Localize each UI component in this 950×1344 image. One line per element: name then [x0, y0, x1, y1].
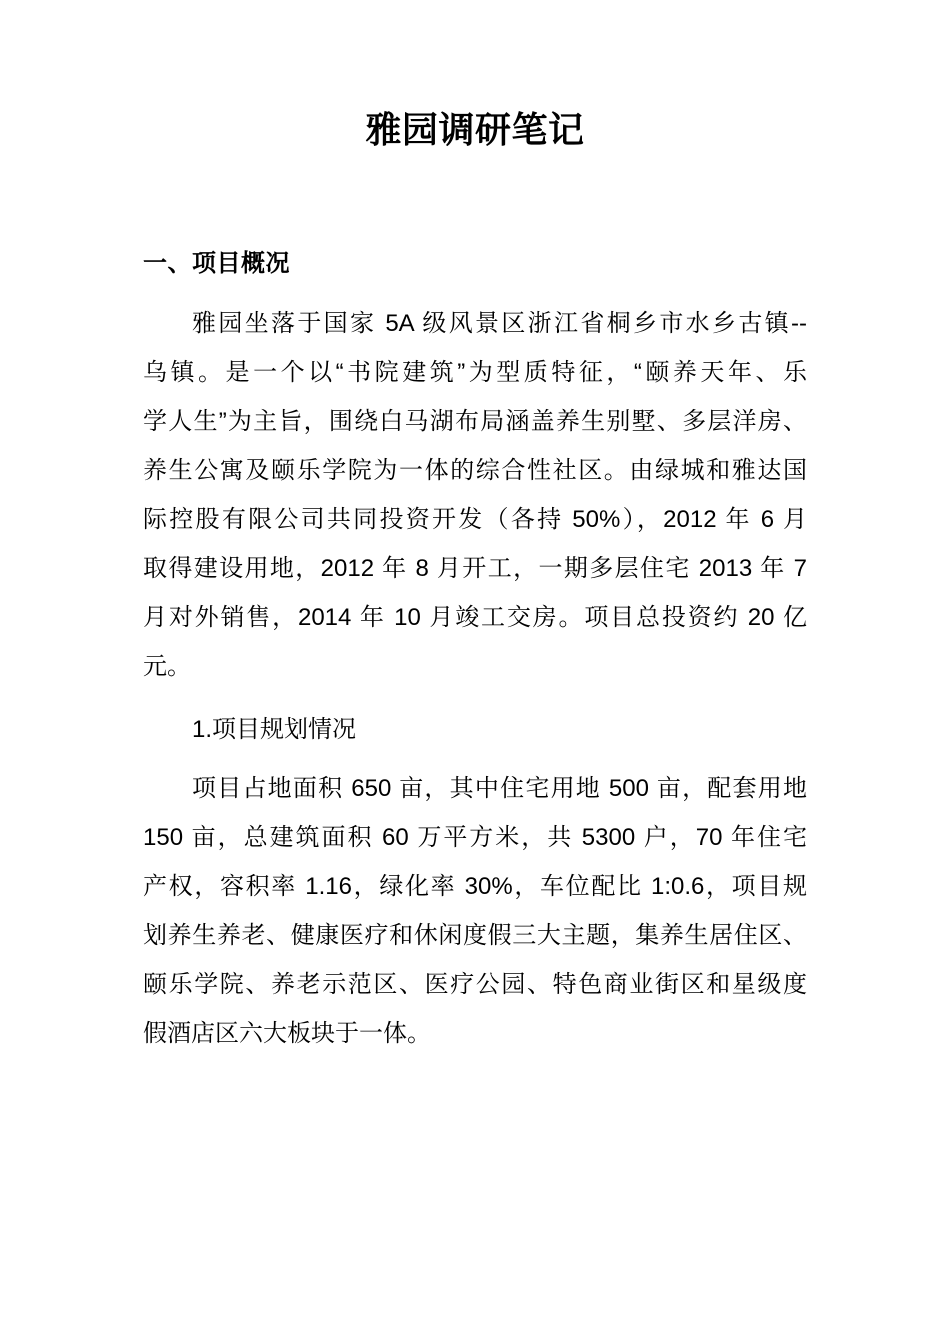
section-heading-project-overview: 一、项目概况 [143, 250, 290, 277]
text-line: 乌镇。是一个以“书院建筑”为型质特征，“颐养天年、乐 [143, 359, 807, 386]
text-line: 学人生”为主旨，围绕白马湖布局涵盖养生别墅、多层洋房、 [143, 408, 807, 435]
text-line: 150 亩，总建筑面积 60 万平方米，共 5300 户，70 年住宅 [143, 824, 807, 851]
text-line: 月对外销售，2014 年 10 月竣工交房。项目总投资约 20 亿 [143, 604, 807, 631]
text-line: 假酒店区六大板块于一体。 [143, 1020, 431, 1047]
doc-title: 雅园调研笔记 [365, 109, 585, 150]
paragraph-project-overview [143, 299, 807, 691]
text-line: 项目占地面积 650 亩，其中住宅用地 500 亩，配套用地 [192, 775, 807, 802]
text-line: 划养生养老、健康医疗和休闲度假三大主题，集养生居住区、 [143, 922, 807, 949]
subsection-heading-planning: 1.项目规划情况 [192, 716, 357, 743]
paragraph-planning [143, 764, 807, 1058]
text-line: 际控股有限公司共同投资开发（各持 50%），2012 年 6 月 [143, 506, 807, 533]
document-content [0, 110, 950, 1058]
text-line: 元。 [143, 653, 191, 680]
text-line: 颐乐学院、养老示范区、医疗公园、特色商业街区和星级度 [143, 971, 807, 998]
text-line: 取得建设用地，2012 年 8 月开工，一期多层住宅 2013 年 7 [143, 555, 807, 582]
text-line: 养生公寓及颐乐学院为一体的综合性社区。由绿城和雅达国 [143, 457, 807, 484]
text-line: 雅园坐落于国家 5A 级风景区浙江省桐乡市水乡古镇-- [192, 310, 807, 337]
text-line: 产权，容积率 1.16，绿化率 30%，车位配比 1:0.6，项目规 [143, 873, 807, 900]
